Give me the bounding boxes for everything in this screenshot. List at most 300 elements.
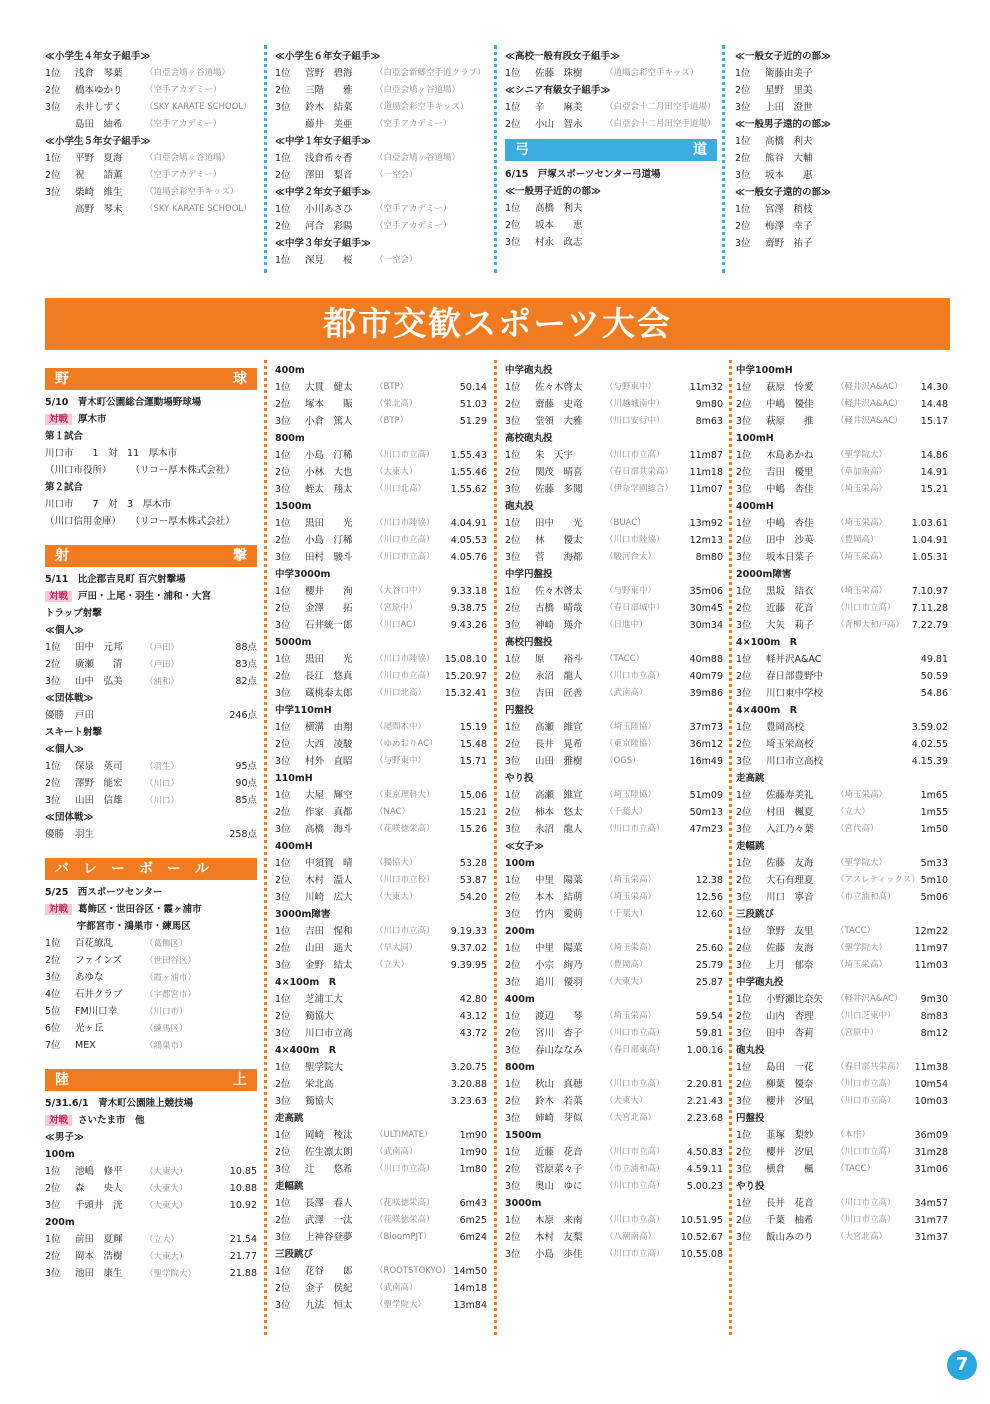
- result-name: 平野 夏海: [75, 153, 123, 164]
- result-rank: 1位: [275, 1198, 291, 1209]
- result-team: （立大）: [145, 1235, 180, 1245]
- result-name: 上神谷登夢: [305, 1232, 353, 1243]
- result-name: 花谷 郎: [305, 1266, 353, 1277]
- section-heading: 4×400m R: [275, 1045, 337, 1056]
- result-record: 9m80: [695, 399, 723, 410]
- result-name: 岡崎 稜汰: [305, 1130, 353, 1141]
- result-record: 53.28: [459, 858, 487, 869]
- result-name: 追川 優羽: [535, 977, 583, 988]
- section-heading: ≪個人≫: [45, 744, 84, 755]
- result-record: 1.55.62: [450, 484, 487, 495]
- section-heading: 400m: [275, 365, 305, 376]
- result-row: [45, 99, 257, 116]
- result-team: （川口芝東中）: [836, 1011, 896, 1021]
- result-team: （川口市立高）: [605, 1079, 665, 1089]
- result-team: （川口市陸協）: [375, 518, 435, 528]
- result-row: [736, 1093, 948, 1110]
- result-team: （練馬区）: [145, 1024, 188, 1034]
- result-row: [45, 1266, 257, 1283]
- result-rank: 2位: [45, 659, 61, 670]
- result-team: （空手アカデミー）: [145, 170, 222, 180]
- result-name: 小川あさひ: [305, 204, 353, 215]
- result-name: 山田 雅樹: [535, 756, 583, 767]
- result-team: （川口市立高）: [605, 450, 665, 460]
- result-team: （空手アカデミー）: [145, 119, 222, 129]
- result-team: （武南高）: [605, 688, 648, 698]
- match-line: [45, 902, 257, 919]
- result-name: 永沼 龍人: [535, 824, 583, 835]
- result-name: 中嶋 杏佳: [766, 518, 814, 529]
- result-name: 菅 海都: [535, 552, 583, 563]
- result-team: （春日部共栄高）: [836, 1062, 905, 1072]
- match-opponents: 厚木市: [78, 414, 107, 425]
- section-heading: 800m: [505, 1062, 535, 1073]
- category-bar: [45, 858, 257, 880]
- result-team: （埼玉栄高）: [836, 518, 888, 528]
- result-rank: 1位: [275, 722, 291, 733]
- section-heading: 4×400m R: [736, 705, 798, 716]
- result-rank: 2位: [275, 1011, 291, 1022]
- result-record: 36m09: [914, 1130, 948, 1141]
- result-name: 栄北高: [305, 1079, 334, 1090]
- section-heading: 100m: [45, 1149, 75, 1160]
- result-record: 21.88: [229, 1268, 257, 1279]
- result-name: 鈴木 若菜: [535, 1096, 583, 1107]
- result-team: （川口安行中）: [605, 416, 665, 426]
- result-name: 河合 彩陽: [305, 221, 353, 232]
- category-title-left: 陸: [55, 1072, 69, 1088]
- result-team: （一空会）: [375, 170, 418, 180]
- result-rank: 3位: [505, 977, 521, 988]
- result-row: [45, 953, 257, 970]
- result-team: （埼玉栄高）: [605, 892, 657, 902]
- result-name: 山中 弘美: [75, 676, 123, 687]
- section-heading: ≪男子≫: [45, 1132, 84, 1143]
- result-name: 坂本 恵: [535, 220, 583, 231]
- result-rank: （川口市役所） （リコー厚木株式会社）: [45, 465, 235, 476]
- result-row: [45, 1181, 257, 1198]
- result-rank: 2位: [505, 892, 521, 903]
- result-name: 萩原 怜愛: [766, 382, 814, 393]
- result-name: 上月 郁奈: [766, 960, 814, 971]
- section-heading: 200m: [45, 1217, 75, 1228]
- result-rank: 3位: [736, 960, 752, 971]
- result-team: （聖学院大）: [836, 858, 888, 868]
- result-name: 萩原 推: [766, 416, 814, 427]
- result-rank: 1位: [45, 153, 61, 164]
- result-team: （与野東中）: [375, 756, 427, 766]
- result-rank: 1位: [275, 790, 291, 801]
- section-heading: やり投: [736, 1181, 765, 1192]
- result-rank: 2位: [505, 399, 521, 410]
- result-record: 12m13: [689, 535, 723, 546]
- result-row: [736, 583, 948, 600]
- result-rank: 1位: [736, 1062, 752, 1073]
- result-record: 10.55.08: [680, 1249, 723, 1260]
- result-team: （白亞会新郷空手道クラブ）: [375, 68, 486, 78]
- result-record: 2.21.43: [686, 1096, 723, 1107]
- result-rank: 1位: [736, 858, 752, 869]
- result-name: 木村 友梨: [535, 1232, 583, 1243]
- result-team: （世田谷区）: [145, 956, 197, 966]
- result-rank: 1位: [736, 1198, 752, 1209]
- result-row: [736, 736, 948, 753]
- result-record: 31m28: [914, 1147, 948, 1158]
- result-row: [275, 167, 487, 184]
- result-rank: 3位: [505, 909, 521, 920]
- result-row: [275, 1025, 487, 1042]
- result-team: （大宮北高）: [605, 1113, 657, 1123]
- result-name: 吉田 惺和: [305, 926, 353, 937]
- result-row: [275, 201, 487, 218]
- result-rank: 2位: [45, 778, 61, 789]
- result-rank: 1位: [45, 642, 61, 653]
- result-record: 9.38.75: [450, 603, 487, 614]
- result-row: [275, 447, 487, 464]
- result-record: 16m49: [689, 756, 723, 767]
- result-row: [45, 1004, 257, 1021]
- category-bar: [45, 1069, 257, 1091]
- result-name: 保泉 英司: [75, 761, 123, 772]
- match-line: [45, 1113, 257, 1130]
- result-team: （聖学院大）: [836, 943, 888, 953]
- result-team: （川口市立高）: [836, 1147, 896, 1157]
- result-row: [45, 201, 257, 218]
- result-team: （花咲徳栄高）: [375, 824, 435, 834]
- result-row: [275, 872, 487, 889]
- result-name: 近藤 花音: [535, 1147, 583, 1158]
- result-name: 田中 沙英: [766, 535, 814, 546]
- result-record: 31m06: [914, 1164, 948, 1175]
- section-heading: 110mH: [275, 773, 313, 784]
- result-rank: 2位: [735, 153, 751, 164]
- result-rank: 3位: [45, 676, 61, 687]
- result-row: [45, 1249, 257, 1266]
- result-team: （大東大）: [375, 467, 418, 477]
- result-record: 85点: [235, 795, 257, 806]
- result-row: [45, 1038, 257, 1055]
- result-record: 10.88: [229, 1183, 257, 1194]
- spacer: [45, 844, 257, 852]
- result-record: 13m84: [453, 1300, 487, 1311]
- result-row: [505, 1093, 723, 1110]
- section-heading: やり投: [505, 773, 534, 784]
- result-name: 大西 凌駿: [305, 739, 353, 750]
- top-column-3: [505, 48, 717, 251]
- result-row: [505, 99, 717, 116]
- result-row: [735, 99, 947, 116]
- result-rank: 1位: [505, 1147, 521, 1158]
- result-team: （白亞会鳩ヶ谷道場）: [145, 68, 231, 78]
- result-team: （ULTIMATE）: [375, 1130, 433, 1140]
- result-team: （川口市立高）: [605, 1028, 665, 1038]
- bottom-column-1: [45, 362, 257, 1283]
- section-heading: 砲丸投: [736, 1045, 765, 1056]
- result-team: （軽井沢A&AC）: [836, 416, 903, 426]
- result-record: 8m80: [695, 552, 723, 563]
- result-rank: 1位: [505, 203, 521, 214]
- result-name: 本木 結萌: [535, 892, 583, 903]
- match-opponents: 葛飾区・世田谷区・霞ヶ浦市: [78, 904, 202, 915]
- section-heading: ≪一般男子近的の部≫: [505, 186, 601, 197]
- result-row: [275, 957, 487, 974]
- result-row: [505, 600, 723, 617]
- result-name: 村田 楓夏: [766, 807, 814, 818]
- result-team: （大東大）: [605, 977, 648, 987]
- result-rank: 1位: [45, 761, 61, 772]
- result-name: 奥山 ゆに: [535, 1181, 583, 1192]
- result-rank: 2位: [736, 467, 752, 478]
- result-name: 柿本 悠太: [535, 807, 583, 818]
- result-row: [45, 657, 257, 674]
- divider-top-2: [494, 45, 497, 273]
- result-name: 吉田 優里: [766, 467, 814, 478]
- result-team: （軽井沢A&AC）: [836, 994, 903, 1004]
- result-rank: 1位: [505, 790, 521, 801]
- result-row: [505, 787, 723, 804]
- result-row: [505, 464, 723, 481]
- category-title-left: 弓: [515, 142, 529, 158]
- section-heading: 400mH: [275, 841, 313, 852]
- category-bar: [45, 545, 257, 567]
- category-title-right: 道: [693, 142, 707, 158]
- result-name: 中嶋 杏佳: [766, 484, 814, 495]
- result-team: （八潮南高）: [605, 1232, 657, 1242]
- result-team: （武南高）: [375, 1283, 418, 1293]
- result-team: （聖学院大）: [836, 450, 888, 460]
- result-row: [505, 65, 717, 82]
- result-team: （TACC）: [836, 1164, 876, 1174]
- result-name: 入江乃々葉: [766, 824, 814, 835]
- result-team: （駿河台大）: [605, 552, 657, 562]
- result-row: [505, 1008, 723, 1025]
- result-name: 塚本 賑: [305, 399, 353, 410]
- result-record: 10m03: [914, 1096, 948, 1107]
- result-record: 50.14: [459, 382, 487, 393]
- result-rank: 2位: [45, 955, 61, 966]
- result-rank: 3位: [505, 756, 521, 767]
- result-name: 柳葉 優奈: [766, 1079, 814, 1090]
- result-rank: 2位: [736, 399, 752, 410]
- result-team: （川口市立校）: [375, 875, 435, 885]
- result-record: 6m25: [459, 1215, 487, 1226]
- result-rank: 2位: [735, 85, 751, 96]
- result-rank: 1位: [275, 1062, 291, 1073]
- result-name: 池嶋 修平: [75, 1166, 123, 1177]
- result-name: 田中 光: [535, 518, 583, 529]
- result-name: 熊谷 大輔: [765, 153, 813, 164]
- section-heading: 中学100mH: [736, 365, 793, 376]
- result-rank: 2位: [505, 671, 521, 682]
- result-name: 黒田 光: [305, 654, 353, 665]
- result-rank: 1位: [45, 938, 61, 949]
- result-record: 42.80: [459, 994, 487, 1005]
- result-row: [505, 906, 723, 923]
- result-record: 51.03: [459, 399, 487, 410]
- result-row: [736, 413, 948, 430]
- result-name: あゆな: [75, 972, 104, 983]
- result-row: [505, 396, 723, 413]
- result-team: （BTP）: [375, 416, 409, 426]
- bottom-column-4: [736, 362, 948, 1246]
- result-rank: 3位: [275, 1096, 291, 1107]
- result-row: [45, 776, 257, 793]
- result-name: 森 央人: [75, 1183, 123, 1194]
- result-name: 豊岡高校: [766, 722, 805, 733]
- result-row: [45, 708, 257, 725]
- result-row: [275, 923, 487, 940]
- match-tag: 対戦: [45, 1115, 72, 1126]
- result-rank: 3位: [736, 892, 752, 903]
- result-team: （聖学院大）: [375, 1300, 427, 1310]
- result-team: （尾間木中）: [375, 722, 427, 732]
- result-name: 佐藤寿美礼: [766, 790, 814, 801]
- result-record: 11m03: [914, 960, 948, 971]
- result-team: （市立浦和高）: [605, 1164, 665, 1174]
- result-name: 小島 汀稀: [305, 450, 353, 461]
- result-team: （白亞会十二月田空手道場）: [605, 102, 716, 112]
- result-record: 51.29: [459, 416, 487, 427]
- result-rank: 3位: [735, 170, 751, 181]
- match-opponents: 戸田・上尾・羽生・浦和・大宮: [78, 591, 212, 602]
- result-name: 田中 杏莉: [766, 1028, 814, 1039]
- result-name: 光ヶ丘: [75, 1023, 104, 1034]
- section-heading: 4×100m R: [275, 977, 337, 988]
- result-rank: 2位: [736, 807, 752, 818]
- result-name: 田村 駿斗: [305, 552, 353, 563]
- result-row: [735, 82, 947, 99]
- result-team: （葛飾区）: [145, 939, 188, 949]
- result-name: 長井 花音: [766, 1198, 814, 1209]
- result-row: [736, 532, 948, 549]
- result-name: 深見 桜: [305, 255, 353, 266]
- result-record: 30m45: [689, 603, 723, 614]
- result-record: 10.85: [229, 1166, 257, 1177]
- result-name: 横倉 楓: [766, 1164, 814, 1175]
- match-tag: 対戦: [45, 414, 72, 425]
- section-heading: スキート射撃: [45, 727, 103, 738]
- result-rank: 1位: [275, 153, 291, 164]
- result-rank: 2位: [505, 603, 521, 614]
- result-name: 藤井 美亜: [305, 119, 353, 130]
- result-row: [505, 651, 723, 668]
- result-row: [45, 674, 257, 691]
- result-row: [275, 116, 487, 133]
- result-record: 15.06: [459, 790, 487, 801]
- result-rank: 3位: [505, 824, 521, 835]
- result-record: 1m80: [459, 1164, 487, 1175]
- section-heading: ≪一般女子近的の部≫: [735, 51, 831, 62]
- result-name: 竹内 愛萌: [535, 909, 583, 920]
- result-row: [505, 974, 723, 991]
- result-name: 佐藤 多聞: [535, 484, 583, 495]
- result-row: [505, 753, 723, 770]
- result-record: 5m33: [920, 858, 948, 869]
- result-rank: 1位: [275, 68, 291, 79]
- result-team: （BTP）: [375, 382, 409, 392]
- result-rank: 2位: [736, 739, 752, 750]
- result-record: 13m92: [689, 518, 723, 529]
- divider-bottom-1: [264, 360, 267, 1335]
- section-heading: 走高跳: [736, 773, 765, 784]
- result-name: 佐生凛太朗: [305, 1147, 353, 1158]
- result-row: [275, 1161, 487, 1178]
- result-record: 246点: [229, 710, 257, 721]
- result-record: 1.05.31: [911, 552, 948, 563]
- result-row: [275, 464, 487, 481]
- result-row: [45, 1198, 257, 1215]
- section-heading: 200m: [505, 926, 535, 937]
- result-rank: （川口信用金庫） （リコー厚木株式会社）: [45, 516, 235, 527]
- section-heading: 中学3000m: [275, 569, 331, 580]
- result-record: 4.05.76: [450, 552, 487, 563]
- result-record: 88点: [235, 642, 257, 653]
- result-name: 大屋 輝空: [305, 790, 353, 801]
- result-rank: 3位: [275, 416, 291, 427]
- result-team: （大東大）: [145, 1167, 188, 1177]
- result-row: [275, 1212, 487, 1229]
- result-record: 8m12: [920, 1028, 948, 1039]
- result-team: （埼玉栄高）: [836, 586, 888, 596]
- result-name: 千頭井 洸: [75, 1200, 123, 1211]
- result-team: （草加南高）: [836, 467, 888, 477]
- result-record: 36m12: [689, 739, 723, 750]
- result-name: 高瀬 維宣: [535, 722, 583, 733]
- result-name: 戸田: [75, 710, 95, 721]
- result-row: [275, 600, 487, 617]
- result-team: （与野東中）: [605, 382, 657, 392]
- result-record: 15.17: [920, 416, 948, 427]
- section-heading: ≪一般女子遠的の部≫: [735, 187, 831, 198]
- result-name: 佐々木啓太: [535, 382, 583, 393]
- result-rank: 1位: [505, 68, 521, 79]
- result-team: （春日部共栄高）: [605, 467, 674, 477]
- result-row: [505, 1246, 723, 1263]
- result-team: （川口市立高）: [605, 1215, 665, 1225]
- result-rank: 2位: [275, 170, 291, 181]
- result-row: [736, 515, 948, 532]
- result-row: [505, 821, 723, 838]
- result-name: 長井 晃希: [535, 739, 583, 750]
- result-record: 43.12: [459, 1011, 487, 1022]
- section-heading: 走高跳: [275, 1113, 304, 1124]
- result-record: 21.77: [229, 1251, 257, 1262]
- result-team: （白亞会鳩ヶ谷道場）: [375, 153, 461, 163]
- result-name: 春日部豊野中: [766, 671, 824, 682]
- result-row: [736, 923, 948, 940]
- category-bar: [45, 368, 257, 390]
- result-row: [275, 1127, 487, 1144]
- result-row: [45, 640, 257, 657]
- result-record: 10m54: [914, 1079, 948, 1090]
- result-name: 近藤 花音: [766, 603, 814, 614]
- result-row: [275, 651, 487, 668]
- result-record: 1.03.61: [911, 518, 948, 529]
- result-row: [275, 1280, 487, 1297]
- result-rank: 3位: [505, 620, 521, 631]
- result-record: 95点: [235, 761, 257, 772]
- result-row: [45, 446, 257, 463]
- result-name: 川口 寧音: [766, 892, 814, 903]
- match-tag: 対戦: [45, 591, 72, 602]
- top-column-4: [735, 48, 947, 252]
- result-team: （花咲徳栄高）: [375, 1198, 435, 1208]
- result-team: （ゆめおりAC）: [375, 739, 438, 749]
- result-team: （羽生）: [145, 762, 180, 772]
- result-rank: 2位: [275, 603, 291, 614]
- result-row: [736, 651, 948, 668]
- result-name: 長江 悠真: [305, 671, 353, 682]
